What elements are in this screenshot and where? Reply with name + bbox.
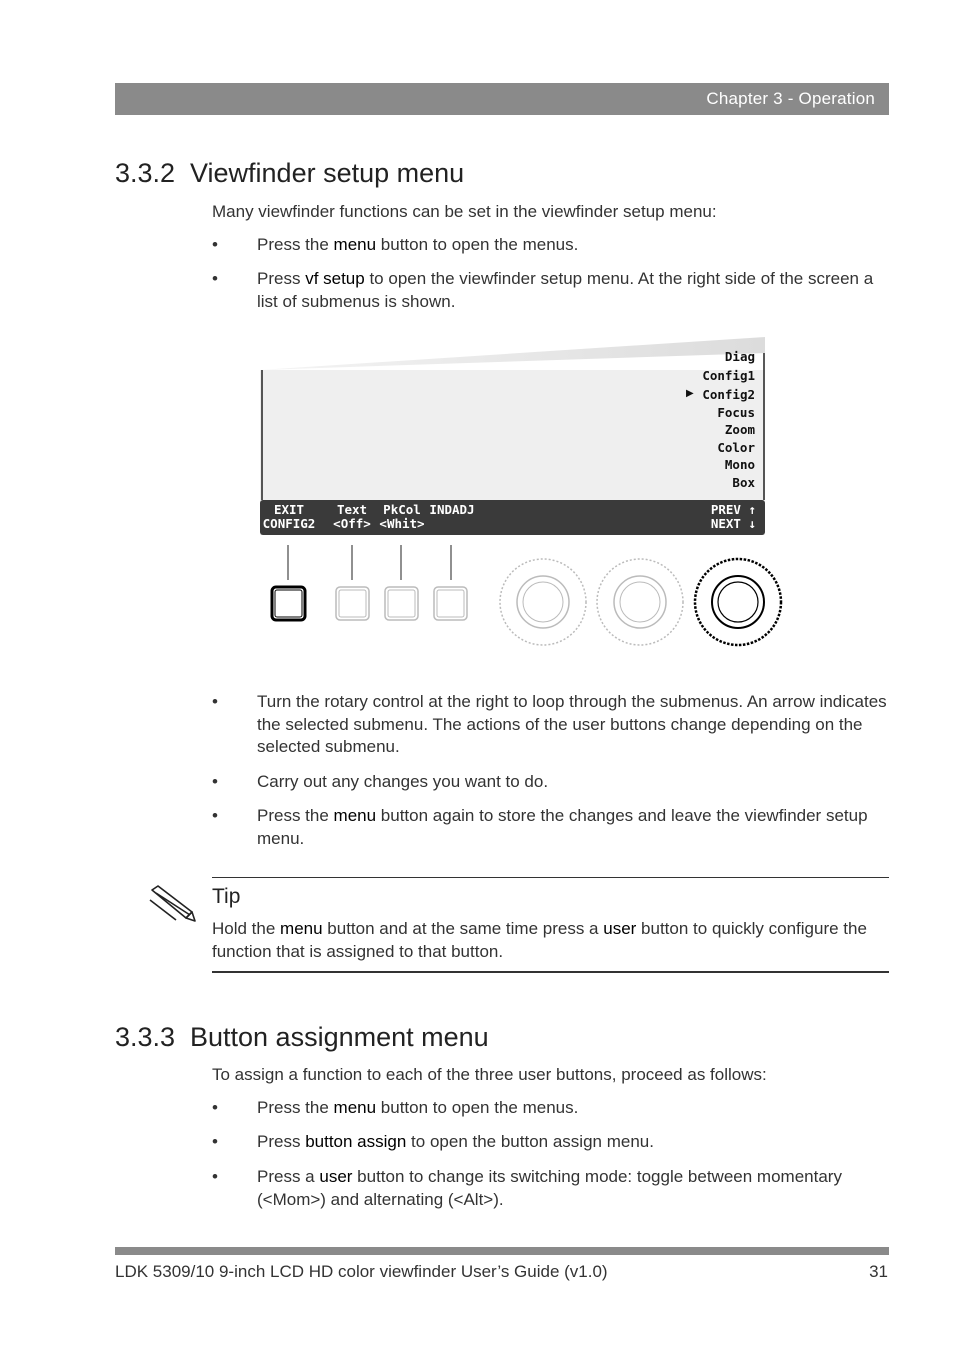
bar-label-prev-next: PREV ↑ NEXT ↓ (710, 502, 756, 531)
section-intro: To assign a function to each of the three user buttons, proceed as follows: (212, 1065, 767, 1084)
text: to open the viewfinder setup menu. At the right side of the screen a list of submenus is shown. (257, 269, 874, 311)
submenu-mono: Mono (724, 457, 755, 472)
selection-arrow-icon: ▶ (686, 388, 694, 399)
key-term: menu (333, 1098, 377, 1117)
bullet-dot: • (212, 806, 218, 825)
submenu-box: Box (732, 475, 755, 490)
text: Carry out any changes you want to do. (257, 772, 549, 791)
text: Press the (257, 806, 334, 825)
text: Press the (257, 1098, 334, 1117)
bullet-dot: • (212, 772, 218, 791)
section-heading-viewfinder-setup (115, 158, 464, 189)
text: button again to store the changes and leave the viewfinder setup menu. (257, 806, 868, 848)
submenu-config2: Config2 (702, 387, 755, 402)
text: Press (257, 269, 306, 288)
text: Press a (257, 1167, 320, 1186)
bullet-dot: • (212, 1098, 218, 1117)
text: Press the (257, 235, 334, 254)
text: Turn the rotary control at the right to loop through the submenus. An arrow indicates the selected submenu. The actions of the user buttons change depending on the selected submenu. (257, 692, 887, 756)
user-button-1-illustration (336, 587, 369, 620)
bullet-dot: • (212, 1132, 218, 1151)
section-heading-button-assignment (115, 1022, 489, 1053)
text: button to quickly configure the function that is assigned to that button. (212, 919, 867, 961)
bar-label-pkcol: PkCol <Whit> (379, 502, 425, 531)
text: to open the button assign menu. (406, 1132, 654, 1151)
exit-button-illustration (272, 587, 305, 620)
bullet-dot: • (212, 235, 218, 254)
submenu-zoom: Zoom (724, 422, 755, 437)
text: button and at the same time press a (322, 919, 604, 938)
viewfinder-illustration (255, 335, 790, 655)
chapter-label: Chapter 3 - Operation (706, 89, 875, 108)
knob-2-illustration (597, 559, 683, 645)
bar-label-exit: EXIT CONFIG2 (262, 502, 316, 531)
knob-1-illustration (500, 559, 586, 645)
tip-bottom-rule (212, 971, 889, 973)
bar-label-text: Text <Off> (333, 502, 371, 531)
bullet-dot: • (212, 692, 218, 711)
bullet-dot: • (212, 1167, 218, 1186)
key-term: menu (333, 235, 377, 254)
rotary-control-illustration (695, 559, 781, 645)
footer-document-title: LDK 5309/10 9-inch LCD HD color viewfinder User’s Guide (v1.0) (115, 1262, 608, 1281)
key-term: user (319, 1167, 353, 1186)
bullet-dot: • (212, 269, 218, 288)
bar-label-indadj: INDADJ (429, 502, 475, 517)
page-number: 31 (869, 1262, 888, 1281)
text: Hold the (212, 919, 281, 938)
section-title: Viewfinder setup menu (190, 158, 465, 188)
text: button to open the menus. (376, 235, 579, 254)
section-number: 3.3.3 (115, 1022, 176, 1052)
user-button-3-illustration (434, 587, 467, 620)
pencil-icon (146, 884, 198, 924)
user-button-2-illustration (385, 587, 418, 620)
section-number: 3.3.2 (115, 158, 176, 188)
submenu-config1: Config1 (702, 368, 755, 383)
footer-bar (115, 1247, 889, 1255)
tip-title: Tip (212, 885, 241, 908)
text: button to change its switching mode: toggle between momentary (<Mom>) and alternating (<Alt>). (257, 1167, 842, 1209)
text: button to open the menus. (376, 1098, 579, 1117)
text: Press (257, 1132, 306, 1151)
submenu-focus: Focus (717, 405, 755, 420)
key-term: vf setup (305, 269, 365, 288)
screen-perspective-wedge (260, 337, 765, 370)
key-term: user (603, 919, 637, 938)
key-term: menu (280, 919, 323, 938)
submenu-diag: Diag (724, 349, 755, 364)
key-term: menu (333, 806, 377, 825)
section-intro: Many viewfinder functions can be set in the viewfinder setup menu: (212, 202, 717, 221)
key-term: button assign (305, 1132, 407, 1151)
chapter-header-bar (115, 83, 889, 115)
tip-top-rule (212, 877, 889, 878)
tip-body (212, 917, 889, 963)
submenu-color: Color (717, 440, 755, 455)
section-title: Button assignment menu (190, 1022, 489, 1052)
